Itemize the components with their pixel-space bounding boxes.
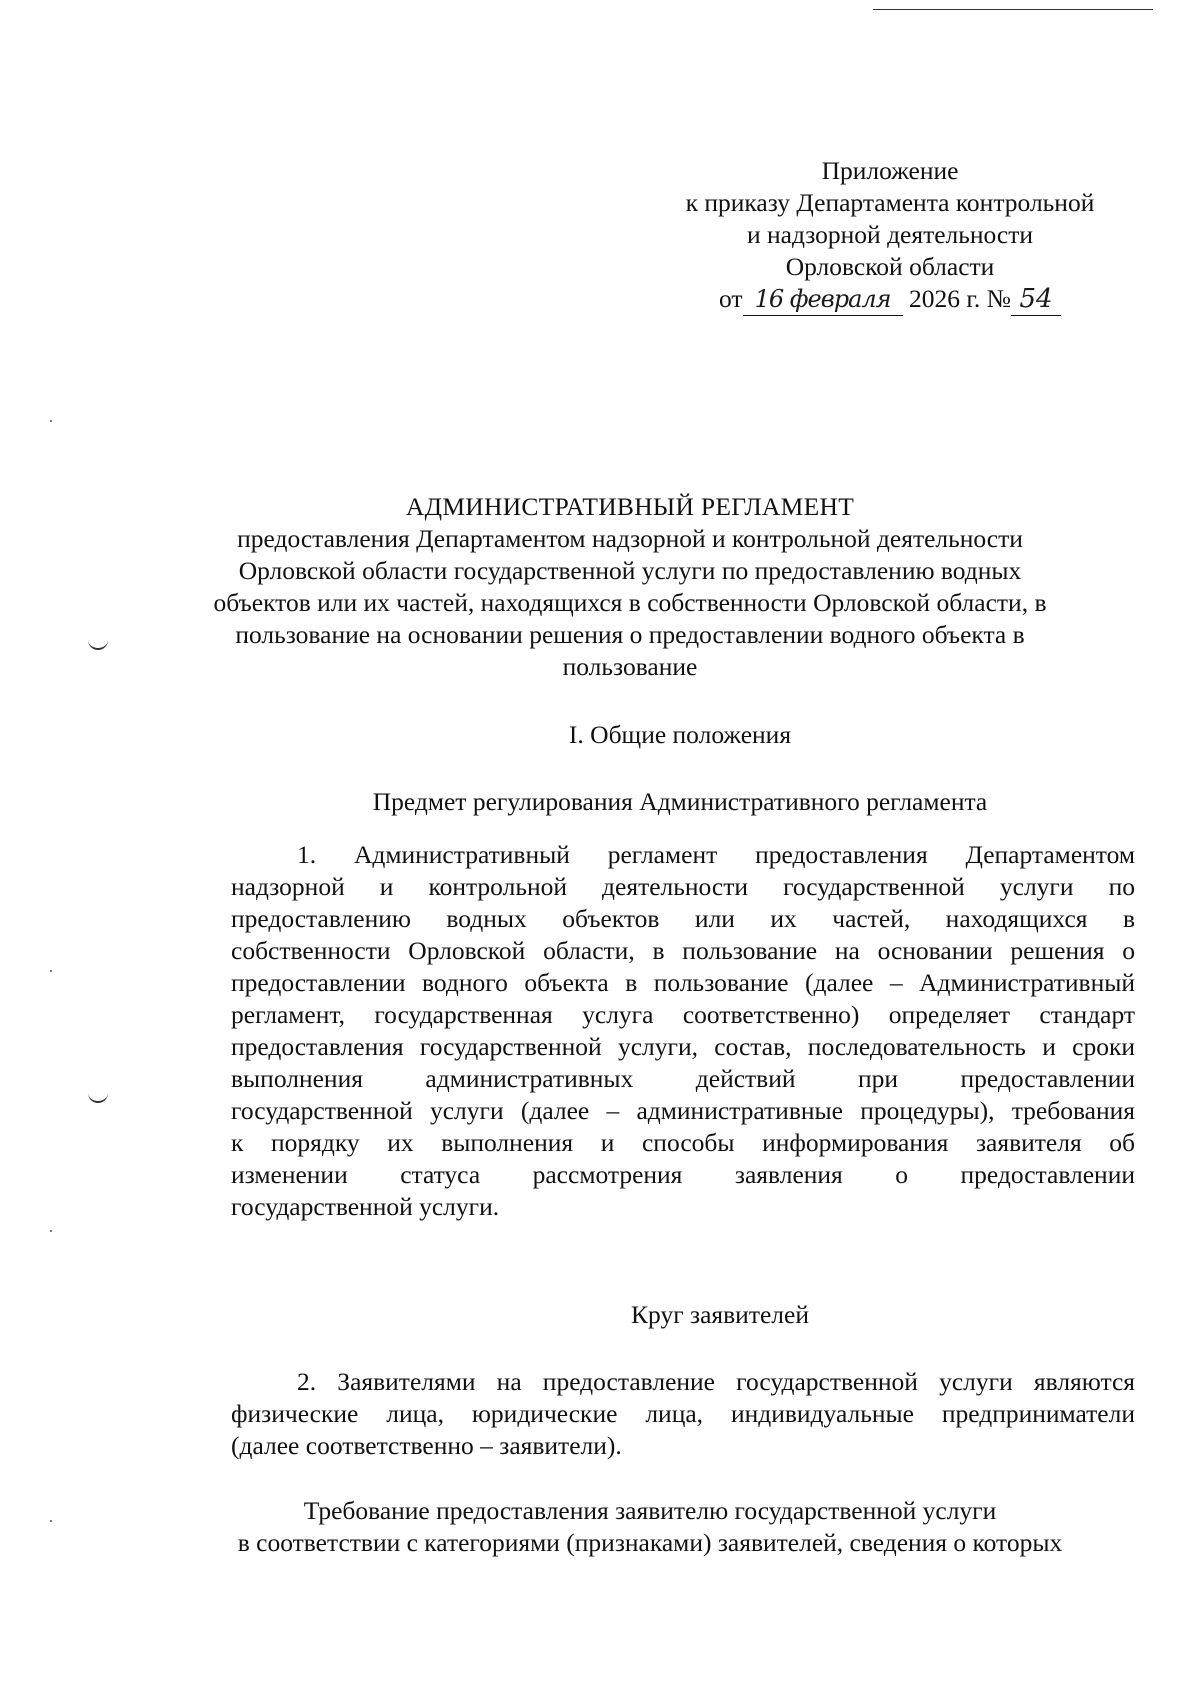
- paragraph-line: выполнения административных действий при предоставлении: [231, 1064, 1135, 1093]
- attachment-date-line: [660, 283, 1120, 316]
- paragraph-line: надзорной и контрольной деятельности государственной услуги по: [231, 872, 1135, 901]
- attachment-region: Орловской области: [785, 252, 995, 281]
- document-title: [180, 491, 1080, 683]
- handwritten-number: 54: [1011, 283, 1061, 316]
- scan-mark: [50, 1230, 52, 1232]
- title-line: предоставления Департаментом надзорной и контрольной деятельности: [237, 524, 1023, 553]
- title-line: Орловской области государственной услуги по предоставлению водных: [238, 556, 1022, 585]
- scan-mark: [50, 420, 52, 422]
- requirement-heading: [200, 1495, 1100, 1559]
- paragraph-line: изменении статуса рассмотрения заявления о предоставлении: [231, 1160, 1135, 1189]
- date-year: 2026 г. №: [908, 284, 1011, 313]
- paragraph-line: физические лица, юридические лица, индивидуальные предприниматели: [231, 1399, 1135, 1428]
- paragraph-line: предоставлении водного объекта в пользование (далее – Административный: [231, 968, 1135, 997]
- paragraph-line: государственной услуги (далее – административные процедуры), требования: [231, 1096, 1135, 1125]
- scan-mark: [88, 1093, 108, 1103]
- paragraph-line: регламент, государственная услуга соответственно) определяет стандарт: [231, 1000, 1135, 1029]
- paragraph-1: [231, 839, 1135, 1223]
- paragraph-line: предоставления государственной услуги, состав, последовательность и сроки: [231, 1032, 1135, 1061]
- attachment-label: Приложение: [821, 156, 959, 185]
- paragraph-line: 2. Заявителями на предоставление государственной услуги являются: [297, 1367, 1135, 1396]
- paragraph-line: государственной услуги.: [231, 1192, 500, 1221]
- paragraph-line: предоставлению водных объектов или их частей, находящихся в: [231, 904, 1135, 933]
- scan-mark: [50, 970, 52, 972]
- top-rule: [873, 9, 1153, 10]
- title-line: объектов или их частей, находящихся в собственности Орловской области, в: [213, 588, 1047, 617]
- title-line: пользование на основании решения о предоставлении водного объекта в: [235, 620, 1025, 649]
- paragraph-line: 1. Административный регламент предоставления Департаментом: [297, 840, 1135, 869]
- title-main: АДМИНИСТРАТИВНЫЙ РЕГЛАМЕНТ: [405, 492, 855, 521]
- paragraph-line: к порядку их выполнения и способы информирования заявителя об: [231, 1128, 1135, 1157]
- scan-mark: [88, 640, 108, 650]
- paragraph-2: [231, 1366, 1135, 1462]
- applicants-heading: Круг заявителей: [631, 1300, 809, 1329]
- date-prefix: от: [719, 284, 743, 313]
- attachment-order-ref: к приказу Департамента контрольной: [685, 188, 1095, 217]
- section-subheading: Предмет регулирования Административного регламента: [372, 787, 988, 816]
- title-line: пользование: [562, 652, 698, 681]
- scan-mark: [50, 1520, 52, 1522]
- requirement-line: в соответствии с категориями (признаками) заявителей, сведения о которых: [237, 1528, 1063, 1557]
- handwritten-date: 16 февраля: [743, 283, 903, 316]
- attachment-header: [660, 155, 1120, 316]
- attachment-order-ref-cont: и надзорной деятельности: [746, 220, 1034, 249]
- paragraph-line: (далее соответственно – заявители).: [231, 1431, 622, 1460]
- requirement-line: Требование предоставления заявителю государственной услуги: [303, 1496, 997, 1525]
- section-heading: I. Общие положения: [568, 720, 792, 749]
- paragraph-line: собственности Орловской области, в пользование на основании решения о: [231, 936, 1135, 965]
